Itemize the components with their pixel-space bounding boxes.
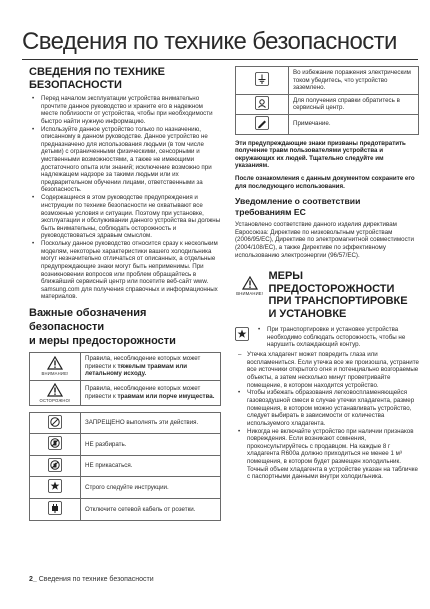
unplug-text: Отключите сетевой кабель от розетки. — [81, 499, 221, 521]
footer-section-title: Сведения по технике безопасности — [38, 576, 154, 583]
ec-text: Установлено соответствие данного изделия директивам Евросоюза: Директиве по низковольтным устройствам (2006/95/EC), Директиве по электромагнитной совместимости (2004/108/EC), а также Директиве по эффективному использованию электроэнергии (96/57/EC). — [235, 221, 414, 259]
table-row — [236, 67, 419, 95]
star-icon-cell — [30, 477, 81, 499]
table-row — [30, 380, 221, 405]
list-item: • Никогда не включайте устройство при наличии признаков повреждения. Если возникают сомнения, проконсультируйтесь с продавцом. На каждые 8 г хладагента R600a должно приходиться не менее 1 м³ помещения, в котором будет размещен холодильник. Точный объем хладагента в устройстве указан на табличке с паспортными данными внутри холодильника. — [235, 428, 419, 481]
list-item: – Утечка хладагент может повредить глаза или воспламениться. Если утечка все же произошла, устраните все источники открытого огня и потенциально возгораемые объекты, а затем несколько минут проветривайте помещение, в котором находится устройство. — [235, 351, 419, 389]
caution-text — [81, 380, 221, 405]
transport-warning-heading — [268, 270, 419, 320]
list-item: • Поскольку данное руководство относится сразу к нескольким моделям, некоторые характеристики вашего холодильника могут незначительно отличаться от описанных, а отдельные предупреждающие знаки могут быть неприменимы. При возникновении вопросов или проблем обращайтесь в ближайший сервисный центр или посетите веб-сайт www. samsung.com для получения справочных и информационных материалов. — [29, 240, 221, 301]
table-row — [236, 114, 419, 134]
left-column — [29, 66, 221, 521]
ground-icon-cell — [236, 67, 289, 95]
list-item: • Используйте данное устройство только по назначению, описанному в данном руководстве. Данное устройство не предназначено для использования людьми (в том числе детьми) с ограниченными физическими, сенсорными и умственными возможностями, а также не имеющими достаточного опыта или знаний; исключение возможно при надлежащем надзоре за такими людьми или их предварительном обучении лицами, ответственными за безопасность. — [29, 126, 221, 194]
warning-label: ВНИМАНИЕ! — [236, 291, 264, 297]
do-not-disassemble-icon — [48, 436, 62, 450]
list-item: • Чтобы избежать образования легковоспламеняющейся газовоздушной смеси в случае утечки хладагента, размер помещения, в котором можно устанавливать устройство, следует выбирать в зависимости от количества используемого хладагента. — [235, 389, 419, 427]
ec-heading: Уведомление о соответствии требованиям ЕС — [235, 196, 361, 218]
list-item: • Перед началом эксплуатации устройства внимательно прочтите данное руководство и храните его в надежном месте поблизости от устройства, чтобы при необходимости быстро найти нужную информацию. — [29, 95, 221, 125]
service-text: Для получения справки обратитесь в сервисный центр. — [289, 94, 419, 114]
page-footer — [29, 576, 154, 583]
right-column — [235, 66, 419, 481]
table-row — [236, 94, 419, 114]
safety-signs-note: Эти предупреждающие знаки призваны предотвратить получение травм пользователями устройства и окружающих их людей. Тщательно следуйте им указаниям. — [235, 139, 406, 170]
table-row — [30, 434, 221, 456]
warning-text-normal: Правила, несоблюдение которых может привести к — [85, 354, 201, 370]
unplug-icon — [48, 501, 62, 515]
warning-triangle-icon — [47, 356, 63, 370]
service-icon-cell — [236, 94, 289, 114]
warning-text — [81, 352, 221, 380]
safety-heading — [29, 66, 221, 92]
page-title: Сведения по технике безопасности — [22, 28, 397, 55]
transport-heading-line2: ПРИ ТРАНСПОРТИРОВКЕ — [268, 295, 408, 308]
warning-triangle-icon — [242, 276, 258, 290]
table-row — [30, 412, 221, 434]
touch-icon-cell — [30, 455, 81, 477]
star-bullets — [255, 326, 419, 349]
caution-triangle-icon — [47, 383, 63, 397]
caution-text-normal: Правила, несоблюдение которых может привести к — [85, 385, 201, 400]
prohibited-text: ЗАПРЕЩЕНО выполнять эти действия. — [81, 412, 221, 434]
star-instruction-icon — [235, 327, 249, 341]
caution-text-bold: травмам или порче имущества. — [117, 392, 215, 400]
transport-heading-line1: МЕРЫ ПРЕДОСТОРОЖНОСТИ — [268, 270, 395, 295]
safety-heading-line1: СВЕДЕНИЯ ПО ТЕХНИКЕ — [29, 66, 166, 78]
warning-levels-table — [29, 352, 221, 406]
warning-label: ВНИМАНИЕ! — [41, 371, 69, 377]
symbols-table — [29, 412, 221, 521]
service-center-icon — [255, 96, 269, 110]
disassemble-text: НЕ разбирать. — [81, 434, 221, 456]
table-row — [30, 455, 221, 477]
caution-label: ОСТОРОЖНО! — [39, 397, 71, 403]
list-item: • Содержащиеся в этом руководстве предупреждения и инструкции по технике безопасности не охватывают все возможные условия и ситуации. Поэтому при установке, эксплуатации и обслуживании данного устройства вы должны быть внимательны, соблюдать осторожность и руководствоваться здравым смыслом. — [29, 194, 221, 240]
important-symbols-heading-line2: и меры предосторожности — [29, 334, 176, 347]
transport-bullets — [235, 351, 419, 389]
prohibited-icon-cell — [30, 412, 81, 434]
star-instruction-icon — [48, 479, 62, 493]
touch-text: НЕ прикасаться. — [81, 455, 221, 477]
note-icon-cell — [236, 114, 289, 134]
warning-icon-cell — [30, 352, 81, 380]
unplug-icon-cell — [30, 499, 81, 521]
disassemble-icon-cell — [30, 434, 81, 456]
do-not-touch-icon — [48, 458, 62, 472]
table-row — [30, 477, 221, 499]
title-divider — [22, 59, 418, 60]
transport-bullets-dot — [235, 389, 419, 480]
page-number: 2_ — [29, 576, 37, 583]
transport-warning-header — [235, 270, 419, 320]
ground-icon — [255, 72, 269, 86]
list-item: • При транспортировке и установке устройства необходимо соблюдать осторожность, чтобы не нарушить охлаждающий контур. — [255, 326, 419, 349]
star-text: Строго следуйте инструкции. — [81, 477, 221, 499]
transport-heading-line3: И УСТАНОВКЕ — [268, 307, 347, 320]
transport-star-note — [235, 326, 419, 349]
keep-document-note: После ознакомления с данным документом сохраните его для последующего использования. — [235, 174, 415, 190]
symbols-table-continued — [235, 66, 419, 135]
caution-icon-cell — [30, 380, 81, 405]
note-text: Примечание. — [289, 114, 419, 134]
important-symbols-heading — [29, 306, 221, 348]
safety-heading-line2: БЕЗОПАСНОСТИ — [29, 79, 122, 91]
important-symbols-heading-line1: Важные обозначения безопасности — [29, 306, 147, 333]
ground-text: Во избежание поражения электрическим током убедитесь, что устройство заземлено. — [289, 67, 419, 95]
note-icon — [255, 116, 269, 130]
warning-text-bold: тяжелым травмам или летальному исходу. — [85, 362, 188, 378]
table-row — [30, 499, 221, 521]
prohibited-icon — [48, 415, 62, 429]
safety-bullets — [29, 95, 221, 301]
table-row — [30, 352, 221, 380]
